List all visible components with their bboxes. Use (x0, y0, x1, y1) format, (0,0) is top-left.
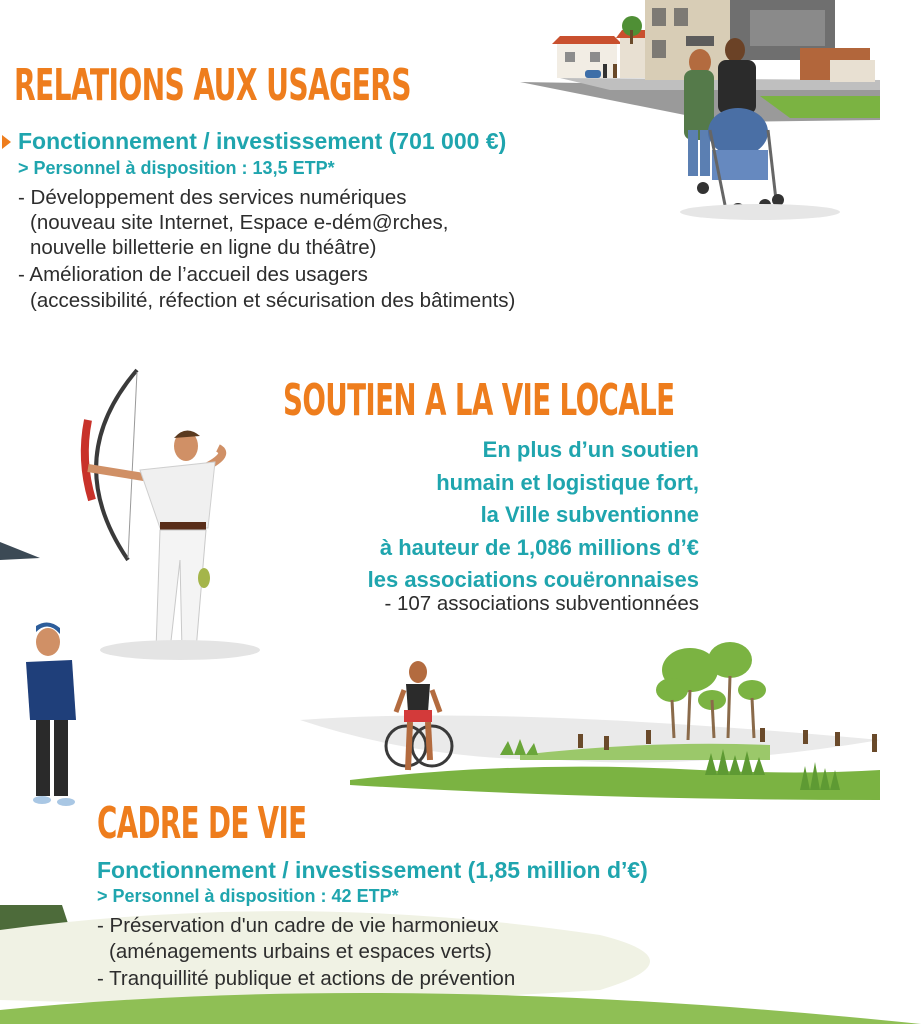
soutien-line-2: humain et logistique fort, (436, 469, 699, 495)
relations-line-1: - Développement des services numériques (18, 186, 407, 209)
relations-line-3: nouvelle billetterie en ligne du théâtre) (30, 236, 377, 259)
triangle-bullet-icon (2, 135, 12, 149)
relations-subtitle: Fonctionnement / investissement (701 000 €) (18, 128, 507, 154)
soutien-line-5: les associations couëronnaises (367, 567, 699, 592)
soutien-line-1: En plus d’un soutien (482, 437, 699, 462)
cadre-staff: > Personnel à disposition : 42 ETP* (97, 886, 399, 906)
cadre-subtitle: Fonctionnement / investissement (1,85 million d’€) (97, 857, 648, 883)
soutien-line-4: à hauteur de 1,086 millions d’€ (379, 534, 699, 560)
relations-line-2: (nouveau site Internet, Espace e-dém@rches, (30, 211, 449, 234)
soutien-line-3: la Ville subventionne (480, 502, 699, 527)
soutien-text-block (368, 434, 699, 597)
cadre-line-1: - Préservation d'un cadre de vie harmonieux (97, 914, 499, 937)
soutien-note: - 107 associations subventionnées (384, 592, 699, 615)
soutien-title: SOUTIEN A LA VIE LOCALE (283, 375, 675, 426)
relations-staff: > Personnel à disposition : 13,5 ETP* (18, 158, 335, 178)
cadre-line-3: - Tranquillité publique et actions de prévention (97, 967, 516, 990)
cadre-line-2: (aménagements urbains et espaces verts) (109, 940, 492, 963)
relations-line-4: - Amélioration de l’accueil des usagers (18, 263, 368, 286)
relations-line-5: (accessibilité, réfection et sécurisation des bâtiments) (30, 289, 516, 312)
relations-title: RELATIONS AUX USAGERS (14, 60, 411, 111)
cadre-title: CADRE DE VIE (97, 798, 307, 849)
